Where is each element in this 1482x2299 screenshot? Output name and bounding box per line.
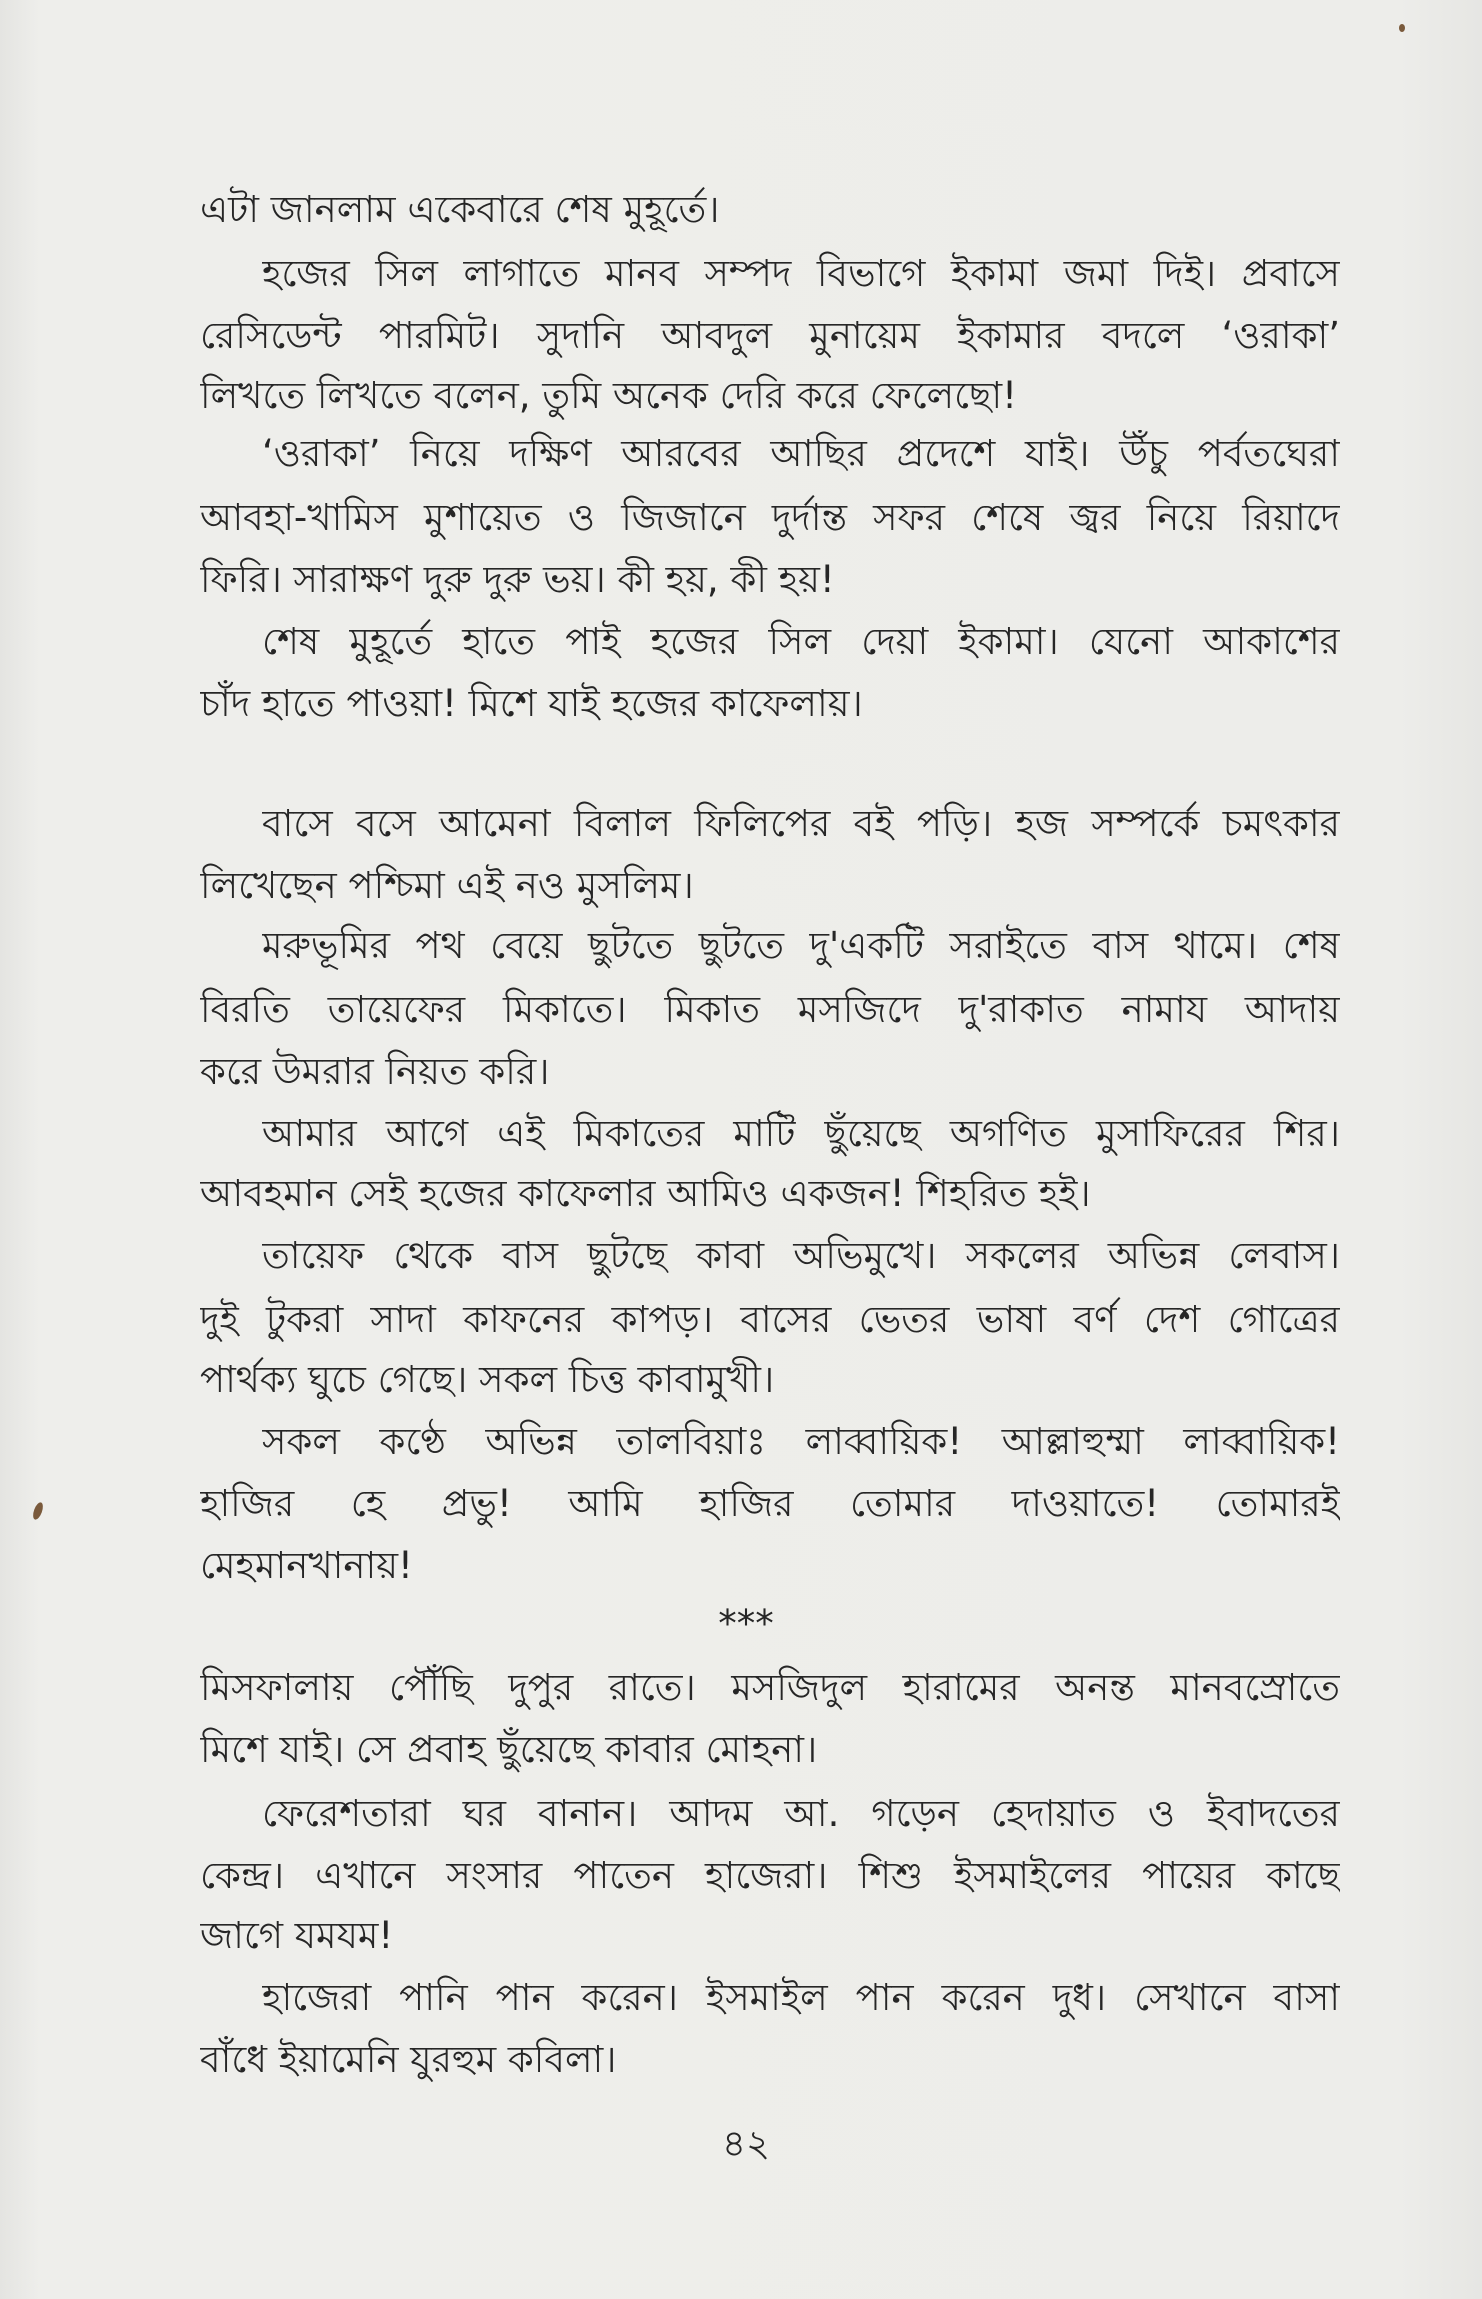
ink-speck [1399,24,1405,32]
text-line: লিখেছেন পশ্চিমা এই নও মুসলিম। [200,864,694,907]
page-number: ৪২ [721,2122,771,2165]
text-line: এটা জানলাম একেবারে শেষ মুহূর্তে। [200,188,720,231]
text-line: করে উমরার নিয়ত করি। [200,1050,550,1093]
text-line: আমার আগে এই মিকাতের মাটি ছুঁয়েছে অগণিত মুসাফিরের শির। [262,1112,1340,1155]
text-line: তায়েফ থেকে বাস ছুটছে কাবা অভিমুখে। সকলের অভিন্ন লেবাস। [262,1234,1340,1277]
text-line: জাগে যমযম! [200,1914,394,1957]
text-line: হাজির হে প্রভু! আমি হাজির তোমার দাওয়াতে! তোমারই [200,1482,1340,1525]
text-line: কেন্দ্র। এখানে সংসার পাতেন হাজেরা। শিশু ইসমাইলের পায়ের কাছে [200,1854,1340,1897]
text-line: চাঁদ হাতে পাওয়া! মিশে যাই হজের কাফেলায়। [200,682,863,725]
text-line: মরুভূমির পথ বেয়ে ছুটতে ছুটতে দু'একটি সরাইতে বাস থামে। শেষ [262,924,1340,967]
text-line: সকল কণ্ঠে অভিন্ন তালবিয়াঃ লাব্বায়িক! আল্লাহুম্মা লাব্বায়িক! [262,1420,1340,1463]
text-line: ফিরি। সারাক্ষণ দুরু দুরু ভয়। কী হয়, কী হয়! [200,558,835,601]
text-line: দুই টুকরা সাদা কাফনের কাপড়। বাসের ভেতর ভাষা বর্ণ দেশ গোত্রের [200,1298,1340,1341]
text-line: শেষ মুহূর্তে হাতে পাই হজের সিল দেয়া ইকামা। যেনো আকাশের [262,620,1340,663]
text-line: লিখতে লিখতে বলেন, তুমি অনেক দেরি করে ফেলেছো! [200,374,1017,417]
text-line: হাজেরা পানি পান করেন। ইসমাইল পান করেন দুধ। সেখানে বাসা [262,1976,1340,2019]
text-line: রেসিডেন্ট পারমিট। সুদানি আবদুল মুনায়েম ইকামার বদলে ‘ওরাকা’ [200,314,1340,357]
text-line: বিরতি তায়েফের মিকাতে। মিকাত মসজিদে দু'রাকাত নামায আদায় [200,988,1340,1031]
text-line: আবহমান সেই হজের কাফেলার আমিও একজন! শিহরিত হই। [200,1172,1091,1215]
text-line: বাসে বসে আমেনা বিলাল ফিলিপের বই পড়ি। হজ সম্পর্কে চমৎকার [262,802,1340,845]
ink-speck [31,1501,45,1521]
text-line: বাঁধে ইয়ামেনি যুরহুম কবিলা। [200,2038,617,2081]
text-line: মেহমানখানায়! [200,1544,413,1587]
text-line: মিশে যাই। সে প্রবাহ ছুঁয়েছে কাবার মোহনা। [200,1728,818,1771]
text-line: ফেরেশতারা ঘর বানান। আদম আ. গড়েন হেদায়াত ও ইবাদতের [262,1792,1340,1835]
text-line: পার্থক্য ঘুচে গেছে। সকল চিত্ত কাবামুখী। [200,1358,775,1401]
text-line: আবহা-খামিস মুশায়েত ও জিজানে দুর্দান্ত সফর শেষে জ্বর নিয়ে রিয়াদে [200,496,1340,539]
text-line: ‘ওরাকা’ নিয়ে দক্ষিণ আরবের আছির প্রদেশে যাই। উঁচু পর্বতঘেরা [262,432,1340,475]
text-line: হজের সিল লাগাতে মানব সম্পদ বিভাগে ইকামা জমা দিই। প্রবাসে [262,252,1340,295]
text-line: মিসফালায় পৌঁছি দুপুর রাতে। মসজিদুল হারামের অনন্ত মানবস্রোতে [200,1666,1340,1709]
section-separator: *** [718,1602,774,1645]
